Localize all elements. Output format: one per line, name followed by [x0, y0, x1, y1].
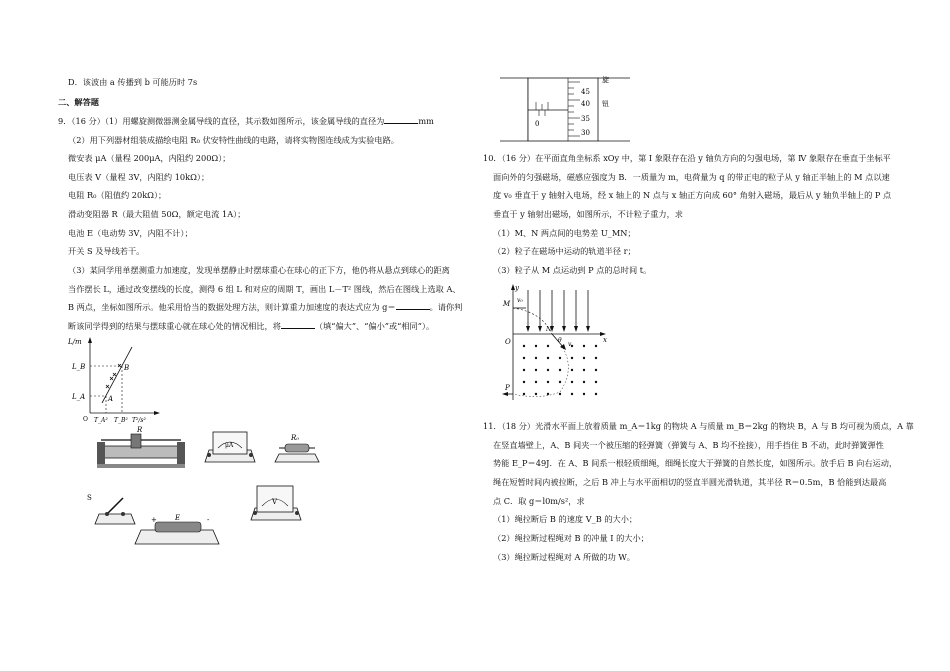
q11-line1: 11．（18 分）光滑水平面上放着质量 m_A＝1kg 的物块 A 与质量 m_B＝2kg 的物块 B，A 与 B 均可视为质点，A 靠	[483, 421, 914, 431]
q9-line3: （3）某同学用单摆测重力加速度，发现单摆静止时摆球重心在球心的正下方，他仍将从悬点到球心的距离	[68, 265, 450, 275]
equip-5: 电池 E（电动势 3V，内阻不计）；	[68, 228, 193, 238]
equip-4: 滑动变阻器 R（最大阻值 50Ω，额定电流 1A）；	[68, 209, 246, 219]
t-axis-label: T²/s²	[132, 417, 146, 424]
o-label: O	[505, 338, 511, 346]
x-arrow	[154, 411, 160, 415]
q9-line5-text: B 两点，坐标如图所示。他采用恰当的数据处理方法，则计算重力加速度的表达式应为 g＝	[68, 302, 396, 312]
apparatus-figure	[87, 426, 335, 556]
resistor-r0	[275, 434, 319, 462]
data-points	[106, 364, 121, 388]
q9-line6-text: 断该同学得到的结果与摆球重心就在球心处的情况相比，将	[68, 321, 281, 331]
q9-line1-unit: mm	[418, 116, 434, 126]
knob-label-2: 钮	[602, 100, 609, 108]
q11-sub2: （2）绳拉断过程绳对 B 的冲量 I 的大小；	[493, 533, 649, 543]
answer-blank[interactable]	[281, 321, 315, 329]
la-label: L_A	[72, 393, 86, 401]
voltmeter	[251, 486, 301, 520]
x-label: x	[603, 336, 607, 344]
q10-line4: 垂直于 y 轴射出磁场，如图所示，不计粒子重力，求	[493, 209, 683, 219]
microammeter-label: μA	[225, 442, 234, 449]
q9-line1	[58, 116, 434, 126]
option-d: D．该波由 a 传播到 b 可能历时 7s	[68, 77, 198, 87]
tick-label: 30	[581, 129, 590, 137]
field-arrows	[526, 326, 590, 332]
q11-sub1: （1）绳拉断后 B 的速度 V_B 的大小；	[493, 514, 638, 524]
battery	[135, 514, 219, 544]
equip-2: 电压表 V（量程 3V，内阻约 10kΩ）；	[68, 172, 210, 182]
battery-minus: -	[207, 516, 210, 524]
q9-line1-text: 9．（16 分）（1）用螺旋测微器测金属导线的直径，其示数如图所示，该金属导线的直径为	[58, 116, 385, 126]
origin-label: O	[83, 416, 88, 423]
m-label: M	[503, 300, 511, 308]
l-t2-graph	[62, 333, 162, 424]
rheostat-label: R	[137, 426, 143, 434]
answer-blank[interactable]	[396, 302, 430, 310]
tb-label: T_B²	[114, 417, 128, 424]
field-figure	[500, 282, 612, 404]
n-label: N	[546, 326, 552, 333]
v0-label: v₀	[517, 297, 523, 304]
knob-label-1: 旋	[602, 76, 609, 84]
equip-1: 微安表 μA（量程 200μA，内阻约 200Ω）；	[68, 153, 231, 163]
voltmeter-label: V	[272, 498, 278, 506]
theta-label: θ	[558, 337, 562, 344]
microammeter	[205, 432, 255, 462]
q10-line3: 度 v₀ 垂直于 y 轴射入电场，经 x 轴上的 N 点与 x 轴正方向成 60° 角射入磁场，最后从 y 轴负半轴上的 P 点	[493, 190, 892, 200]
lb-label: L_B	[72, 363, 86, 371]
point-b-label: B	[124, 364, 130, 372]
q9-line6	[68, 321, 434, 331]
switch-label: S	[87, 494, 92, 502]
battery-label: E	[175, 514, 181, 522]
tick-label: 40	[581, 100, 590, 108]
equip-3: 电阻 R₀（阻值约 20kΩ）；	[68, 190, 167, 200]
q10-line1: 10．（16 分）在平面直角坐标系 xOy 中，第 Ⅰ 象限存在沿 y 轴负方向的匀强电场，第 Ⅳ 象限存在垂直于坐标平	[483, 153, 891, 163]
point-a-label: A	[108, 395, 114, 403]
tick-label: 45	[581, 88, 590, 96]
ta-label: T_A²	[94, 417, 108, 424]
q10-sub1: （1）M、N 两点间的电势差 U_MN；	[493, 228, 636, 238]
q11-line2: 在竖直墙壁上，A、B 间夹一个被压缩的轻弹簧（弹簧与 A、B 均不拴接），用手挡住 B 不动，此时弹簧弹性	[493, 440, 884, 450]
answer-blank[interactable]	[384, 116, 418, 124]
rheostat	[97, 426, 185, 468]
equip-6: 开关 S 及导线若干。	[68, 246, 145, 256]
q10-line2: 面向外的匀强磁场，磁感应强度为 B．一质量为 m，电荷量为 q 的带正电的粒子从 y 轴正半轴上的 M 点以速	[493, 172, 890, 182]
q11-line4: 绳在短暂时间内被拉断，之后 B 冲上与水平面相切的竖直半圆光滑轨道，其半径 R＝0.5m，B 恰能到达最高	[493, 477, 887, 487]
sleeve-zero: 0	[535, 120, 540, 128]
y-label: y	[515, 284, 519, 292]
q11-sub3: （3）绳拉断过程绳对 A 所做的功 W。	[493, 552, 635, 562]
p-label: P	[505, 384, 510, 392]
v-label: v	[568, 341, 572, 348]
q9-line5	[68, 302, 462, 312]
q9-line5-tail: 。请你判	[429, 302, 463, 312]
l-axis-label: L/m	[68, 338, 82, 346]
tick-label: 35	[581, 115, 590, 123]
q9-line6-tail: （填“偏大”、“偏小”或“相同”）。	[314, 321, 435, 331]
fit-line	[102, 347, 132, 403]
q9-line4: 当作摆长 L，通过改变摆线的长度，测得 6 组 L 和对应的周期 T，画出 L－T² 图线，然后在图线上选取 A、	[68, 284, 461, 294]
y-arrow	[88, 337, 92, 343]
exit-arrowhead	[502, 392, 508, 396]
micrometer-figure	[500, 66, 640, 148]
switch	[87, 494, 135, 524]
field-lines	[528, 290, 588, 330]
q9-line2: （2）用下列器材组装成描绘电阻 R₀ 伏安特性曲线的电路，请将实物图连线成为实验电路。	[68, 135, 399, 145]
q10-sub3: （3）粒子从 M 点运动到 P 点的总时间 t。	[493, 265, 652, 275]
r0-label: R₀	[291, 434, 300, 442]
battery-plus: +	[151, 516, 157, 524]
q11-line3: 势能 E_P＝49J．在 A、B 间系一根轻质细绳，细绳长度大于弹簧的自然长度，如图所示。放手后 B 向右运动，	[493, 458, 898, 468]
q11-line5: 点 C．取 g＝l0m/s²，求	[493, 496, 585, 506]
magnetic-dots	[523, 345, 597, 395]
section-heading: 二、解答题	[58, 97, 99, 107]
q10-sub2: （2）粒子在磁场中运动的轨道半径 r；	[493, 246, 636, 256]
